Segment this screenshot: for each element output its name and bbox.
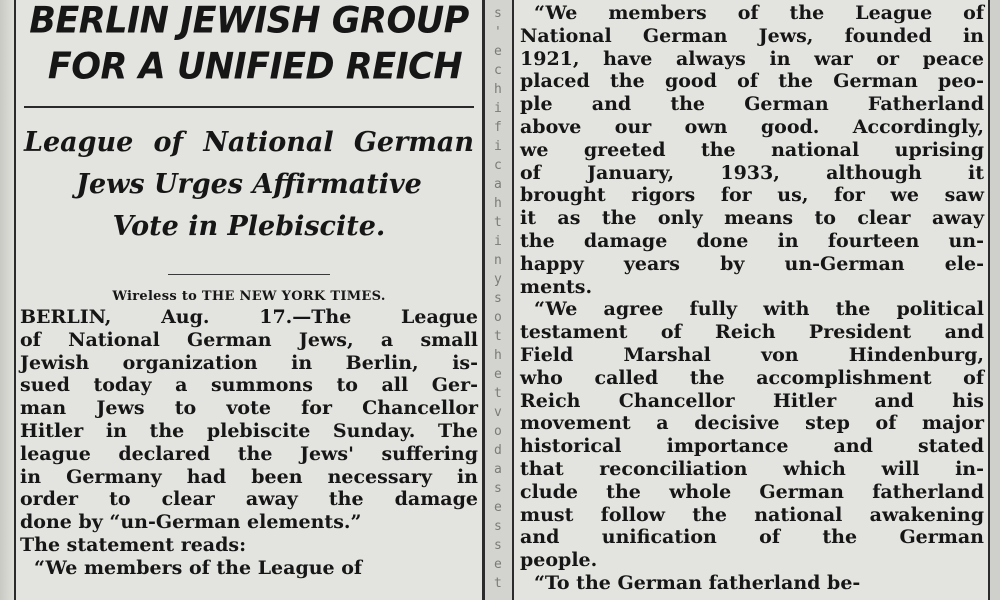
- headline-line-1: BERLIN JEWISH GROUP: [29, 0, 469, 42]
- subheadline-divider: [168, 274, 330, 275]
- text-line: the damage done in fourteen un-: [520, 229, 984, 252]
- text-line: order to clear away the damage: [20, 488, 478, 511]
- text-line: Field Marshal von Hindenburg,: [520, 343, 984, 366]
- text-line: ple and the German Fatherland: [520, 93, 984, 116]
- text-line: ments.: [520, 275, 593, 298]
- text-line: “We members of the League of: [34, 556, 363, 579]
- text-line: we greeted the national uprising: [520, 138, 984, 161]
- headline-line-2: FOR A UNIFIED REICH: [47, 46, 463, 89]
- fragment-letter: y: [494, 272, 502, 287]
- subheadline: [18, 122, 480, 248]
- fragment-letter: e: [494, 557, 502, 572]
- text-line: of National German Jews, a small: [20, 328, 478, 351]
- subheadline-line-1: League of National German: [24, 127, 474, 158]
- fragment-letter: h: [494, 82, 502, 97]
- left-margin-edge: [0, 0, 14, 600]
- fragment-letter: i: [494, 139, 502, 154]
- fragment-letter: v: [494, 405, 502, 420]
- right-column: [518, 0, 986, 600]
- fragment-letter: t: [494, 386, 502, 401]
- text-line: of January, 1933, although it: [520, 161, 984, 184]
- fragment-letter: s: [494, 538, 502, 553]
- fragment-letter: i: [494, 101, 502, 116]
- wire-credit: Wireless to THE NEW YORK TIMES.: [112, 289, 386, 304]
- fragment-letter: i: [494, 234, 502, 249]
- headline: [18, 0, 480, 90]
- fragment-letter: d: [494, 443, 502, 458]
- text-line: movement a decisive step of major: [520, 412, 984, 435]
- text-line: historical importance and stated: [520, 435, 984, 458]
- fragment-letter: s: [494, 481, 502, 496]
- text-line: and unification of the German: [520, 526, 984, 549]
- text-line: 1921, have always in war or peace: [520, 47, 984, 70]
- fragment-letter: c: [494, 63, 502, 78]
- right-margin-edge: [990, 0, 1000, 600]
- fragment-letter: s: [494, 6, 502, 21]
- text-line: must follow the national awakening: [520, 503, 984, 526]
- text-line: man Jews to vote for Chancellor: [20, 397, 478, 420]
- fragment-letter: e: [494, 500, 502, 515]
- fragment-letter: h: [494, 196, 502, 211]
- fragment-letter: n: [494, 253, 502, 268]
- text-line: Hitler in the plebiscite Sunday. The: [20, 419, 478, 442]
- adjacent-column-fragment: [494, 4, 506, 593]
- text-line: that reconciliation which will in-: [520, 457, 984, 480]
- text-line: above our own good. Accordingly,: [520, 115, 984, 138]
- text-line: “We agree fully with the political: [534, 298, 984, 321]
- headline-divider: [24, 106, 474, 108]
- text-line: brought rigors for us, for we saw: [520, 184, 984, 207]
- fragment-letter: e: [494, 44, 502, 59]
- fragment-letter: c: [494, 158, 502, 173]
- right-column-body: [518, 2, 986, 595]
- text-line: Reich Chancellor Hitler and his: [520, 389, 984, 412]
- text-line: National German Jews, founded in: [520, 24, 984, 47]
- text-line: it as the only means to clear away: [520, 207, 984, 230]
- text-line: clude the whole German fatherland: [520, 480, 984, 503]
- fragment-letter: e: [494, 367, 502, 382]
- fragment-letter: ': [494, 25, 502, 40]
- text-line: who called the accomplishment of: [520, 366, 984, 389]
- fragment-letter: t: [494, 329, 502, 344]
- left-column: [18, 0, 480, 600]
- text-line: The statement reads:: [20, 533, 247, 556]
- text-line: BERLIN, Aug. 17.—The League: [20, 306, 478, 328]
- fragment-letter: o: [494, 424, 502, 439]
- column-rule-left: [14, 0, 16, 600]
- fragment-letter: o: [494, 310, 502, 325]
- text-line: “We members of the League of: [534, 2, 984, 24]
- fragment-letter: a: [494, 462, 502, 477]
- fragment-letter: s: [494, 291, 502, 306]
- fragment-letter: a: [494, 177, 502, 192]
- fragment-letter: f: [494, 120, 502, 135]
- subheadline-line-3: Vote in Plebiscite.: [112, 211, 386, 242]
- column-gutter: [485, 0, 512, 600]
- text-line: happy years by un-German ele-: [520, 252, 984, 275]
- text-line: league declared the Jews' suffering: [20, 442, 478, 465]
- text-line: testament of Reich President and: [520, 321, 984, 344]
- text-line: people.: [520, 549, 598, 572]
- fragment-letter: h: [494, 348, 502, 363]
- text-line: Jewish organization in Berlin, is-: [20, 351, 478, 374]
- fragment-letter: t: [494, 576, 502, 591]
- text-line: in Germany had been necessary in: [20, 465, 478, 488]
- subheadline-line-2: Jews Urges Affirmative: [76, 169, 422, 200]
- fragment-letter: s: [494, 519, 502, 534]
- text-line: placed the good of the German peo-: [520, 70, 984, 93]
- text-line: done by “un-German elements.”: [20, 511, 362, 534]
- left-column-body: [18, 306, 480, 580]
- fragment-letter: t: [494, 215, 502, 230]
- text-line: “To the German fatherland be-: [534, 571, 861, 594]
- text-line: sued today a summons to all Ger-: [20, 374, 478, 397]
- column-rule-middle-2: [512, 0, 514, 600]
